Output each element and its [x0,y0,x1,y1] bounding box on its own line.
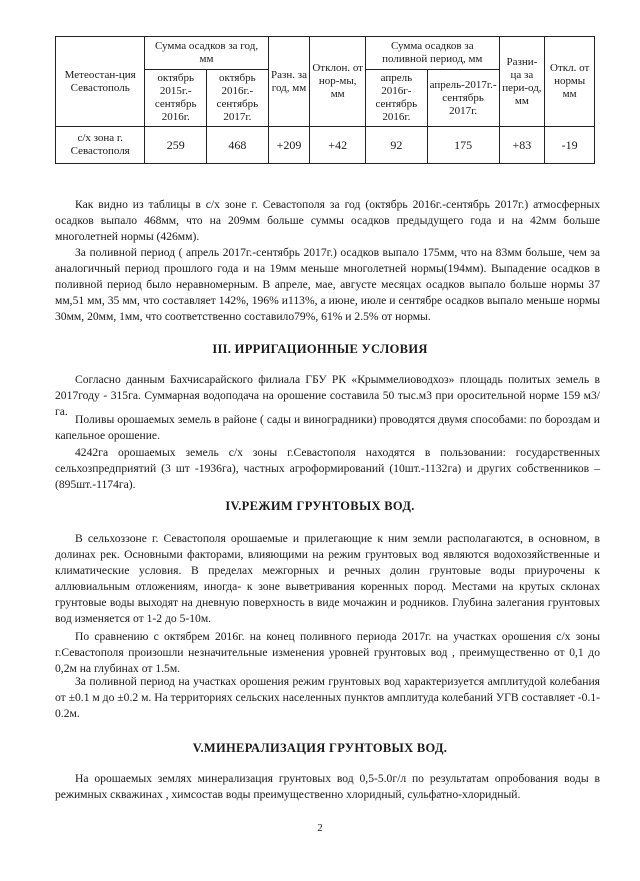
cell-value: +83 [499,127,545,164]
section-heading-irrigation: III. ИРРИГАЦИОННЫЕ УСЛОВИЯ [212,342,428,356]
header-year-prev: октябрь 2015г.-сентябрь 2016г. [145,70,207,127]
header-irr-cur: апрель-2017г.-сентябрь 2017г. [427,70,499,127]
table-row [56,127,595,164]
header-year-cur: октябрь 2016г.-сентябрь 2017г. [207,70,269,127]
paragraph-2: За поливной период ( апрель 2017г.-сентябрь 2017г.) осадков выпало 175мм, что на 83мм больше, чем за аналогичный период прошлого года и на 19мм меньше многолетней нормы(194мм). Выпадение осадков в поливной период было неравномерным. В апреле, мае, августе месяцах осадков выпало больше нормы 37 мм,51 мм, 35 мм, что составляет 142%, 196% и113%, а июне, июле и сентябре осадков выпало меньше нормы 30мм, 20мм, 1мм, что соответственно составило79%, 61% и 2.5% от нормы. [55,246,600,323]
header-year-sum: Сумма осадков за год, мм [145,37,268,70]
page-number: 2 [317,822,323,834]
header-diff-year: Разн. за год, мм [268,37,310,127]
section-heading-mineralization: V.МИНЕРАЛИЗАЦИЯ ГРУНТОВЫХ ВОД. [192,741,448,755]
cell-value: 92 [366,127,428,164]
precipitation-table [55,36,595,164]
cell-value: -19 [545,127,595,164]
header-irrigation-sum: Сумма осадков за поливной период, мм [366,37,499,70]
cell-value: 468 [207,127,269,164]
row-label: с/х зона г. Севастополя [56,127,145,164]
header-deviation-2: Откл. от нормы мм [545,37,595,127]
cell-value: 175 [427,127,499,164]
paragraph-4: Поливы орошаемых земель в районе ( сады и виноградники) проводятся двумя способами: по бороздам и капельное орошение. [55,413,600,442]
cell-value: +209 [268,127,310,164]
header-irr-prev: апрель 2016г-сентябрь 2016г. [366,70,428,127]
paragraph-5: 4242га орошаемых земель с/х зоны г.Севастополя находятся в пользовании: государственных сельхозпредприятий (3 шт -1936га), частных агроформирований (10шт.-1132га) и других собственников – (895шт.-1174га). [55,446,600,491]
paragraph-1: Как видно из таблицы в с/х зоне г. Севастополя за год (октябрь 2016г.-сентябрь 2017г.) атмосферных осадков выпало 468мм, что на 209мм больше суммы осадков предыдущего года и на 42мм больше многолетней нормы (426мм). [55,198,600,243]
header-station: Метеостан-ция Севастополь [56,37,145,127]
paragraph-6: В сельхоззоне г. Севастополя орошаемые и прилегающие к ним земли располагаются, в основном, в долинах рек. Основными факторами, влияющими на режим грунтовых вод являются водохозяйственные и климатические условия. В пределах межгорных и речных долин грунтовые воды приурочены к аллювиальным отложениям, иногда- к зоне выветривания коренных пород. Местами на крутых склонах грунтовые воды выходят на дневную поверхность в виде мочажин и родников. Глубина залегания грунтовых вод изменяется от 1-2 до 5-10м. [55,532,600,625]
paragraph-9: На орошаемых землях минерализация грунтовых вод 0,5-5.0г/л по результатам опробования воды в режимных скважинах , химсостав воды преимущественно хлоридный, сульфатно-хлоридный. [55,772,600,801]
paragraph-8: За поливной период на участках орошения режим грунтовых вод характеризуется амплитудой колебания от ±0.1 м до ±0.2 м. На территориях сельских населенных пунктов амплитуда колебаний УГВ составляет -0.1-0.2м. [55,675,600,720]
paragraph-3: Согласно данным Бахчисарайского филиала ГБУ РК «Крыммелиоводхоз» площадь политых земель в 2017году - 315га. Суммарная водоподача на орошение составила 50 тыс.м3 при оросительной норме 159 м3/га. [55,373,600,418]
cell-value: +42 [310,127,366,164]
section-heading-groundwater: IV.РЕЖИМ ГРУНТОВЫХ ВОД. [225,499,415,513]
cell-value: 259 [145,127,207,164]
paragraph-7: По сравнению с октябрем 2016г. на конец поливного периода 2017г. на участках орошения с/х зоны г.Севастополя произошли незначительные изменения уровней грунтовых вод , преимущественно от 0,1 до 0,2м на глубинах от 1.5м. [55,630,600,675]
header-diff-period: Разни-ца за пери-од, мм [499,37,545,127]
header-deviation: Отклон. от нор-мы, мм [310,37,366,127]
